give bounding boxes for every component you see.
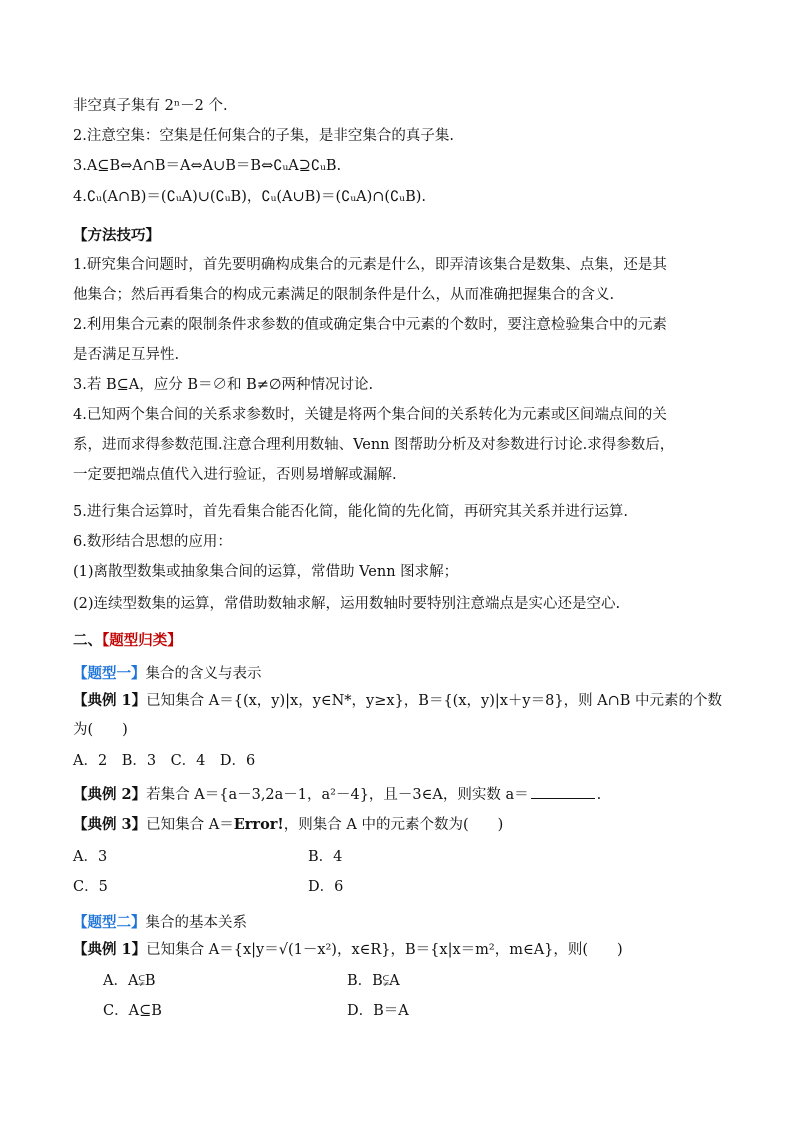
example-text: 已知集合 A＝ (146, 817, 234, 833)
type-heading-1 (73, 664, 262, 684)
text-line: 一定要把端点值代入进行验证，否则易增解或漏解. (73, 467, 397, 483)
text-line: (2)连续型数集的运算，常借助数轴求解，运用数轴时要特别注意端点是实心还是空心. (73, 596, 621, 612)
text-line: 非空真子集有 2ⁿ－2 个. (73, 98, 228, 114)
punctuation: . (596, 787, 602, 803)
error-text: Error! (233, 816, 284, 833)
example-1 (73, 940, 623, 960)
option-d: D．B＝A (347, 1003, 409, 1019)
example-text: 若集合 A＝{a－3,2a－1，a²－4}，且－3∈A，则实数 a＝ (146, 787, 529, 803)
example-tag: 【典例 1】 (73, 941, 147, 958)
text-line: 3.A⊆B⇔A∩B＝A⇔A∪B＝B⇔∁ᵤA⊇∁ᵤB. (73, 158, 342, 174)
example-text: 已知集合 A＝{x|y＝√(1－x²)，x∈R}，B＝{x|x＝m²，m∈A}，则( ) (146, 942, 623, 958)
type-tag: 【题型二】 (73, 914, 146, 931)
example-1 (73, 691, 722, 711)
option-c: C．A⊆B (103, 1003, 162, 1019)
section-title: 【题型归类】 (102, 632, 182, 649)
type-name: 集合的基本关系 (145, 915, 247, 931)
type-name: 集合的含义与表示 (145, 666, 262, 682)
option-c: C．5 (73, 879, 108, 895)
text-line: 4.∁ᵤ(A∩B)＝(∁ᵤA)∪(∁ᵤB)，∁ᵤ(A∪B)＝(∁ᵤA)∩(∁ᵤB). (73, 189, 426, 205)
text-line: 5.进行集合运算时，首先看集合能否化简，能化简的先化简，再研究其关系并进行运算. (73, 504, 628, 520)
text-line: 2.利用集合元素的限制条件求参数的值或确定集合中元素的个数时，要注意检验集合中的元素 (73, 317, 667, 333)
text-line: 是否满足互异性. (73, 347, 180, 363)
text-line: 为( ) (73, 722, 128, 738)
section-prefix: 二、 (73, 632, 102, 649)
example-tag: 【典例 2】 (73, 786, 147, 803)
text-line: (1)离散型数集或抽象集合间的运算，常借助 Venn 图求解； (73, 564, 459, 580)
text-line: 他集合；然后再看集合的构成元素满足的限制条件是什么，从而准确把握集合的含义. (73, 287, 615, 303)
text-line: 系，进而求得参数范围.注意合理利用数轴、Venn 图帮助分析及对参数进行讨论.求得参数后， (73, 437, 675, 453)
example-3 (73, 815, 503, 835)
text-line: 4.已知两个集合间的关系求参数时，关键是将两个集合间的关系转化为元素或区间端点间的关 (73, 407, 667, 423)
example-tag: 【典例 1】 (73, 692, 147, 709)
example-text: 已知集合 A＝{(x，y)|x，y∈N*，y≥x}，B＝{(x，y)|x＋y＝8}，则 A∩B 中元素的个数 (146, 693, 723, 709)
example-options: A．2 B．3 C．4 D．6 (73, 753, 256, 769)
option-a: A．3 (73, 849, 108, 865)
section-heading-methods: 【方法技巧】 (73, 227, 160, 244)
text-line: 1.研究集合问题时，首先要明确构成集合的元素是什么，即弄清该集合是数集、点集，还是其 (73, 257, 667, 273)
example-tag: 【典例 3】 (73, 816, 147, 833)
example-2 (73, 784, 601, 805)
example-text: ，则集合 A 中的元素个数为( ) (283, 817, 504, 833)
answer-blank (531, 784, 595, 799)
option-a: A．A⫋B (103, 973, 156, 989)
text-line: 3.若 B⊆A，应分 B＝∅和 B≠∅两种情况讨论. (73, 377, 374, 393)
type-heading-2 (73, 913, 247, 933)
type-tag: 【题型一】 (73, 665, 146, 682)
text-line: 6.数形结合思想的应用： (73, 534, 232, 550)
option-d: D．6 (308, 879, 344, 895)
section-heading-types (73, 631, 182, 651)
option-b: B．4 (308, 849, 343, 865)
text-line: 2.注意空集：空集是任何集合的子集，是非空集合的真子集. (73, 128, 454, 144)
option-b: B．B⫋A (347, 973, 400, 989)
